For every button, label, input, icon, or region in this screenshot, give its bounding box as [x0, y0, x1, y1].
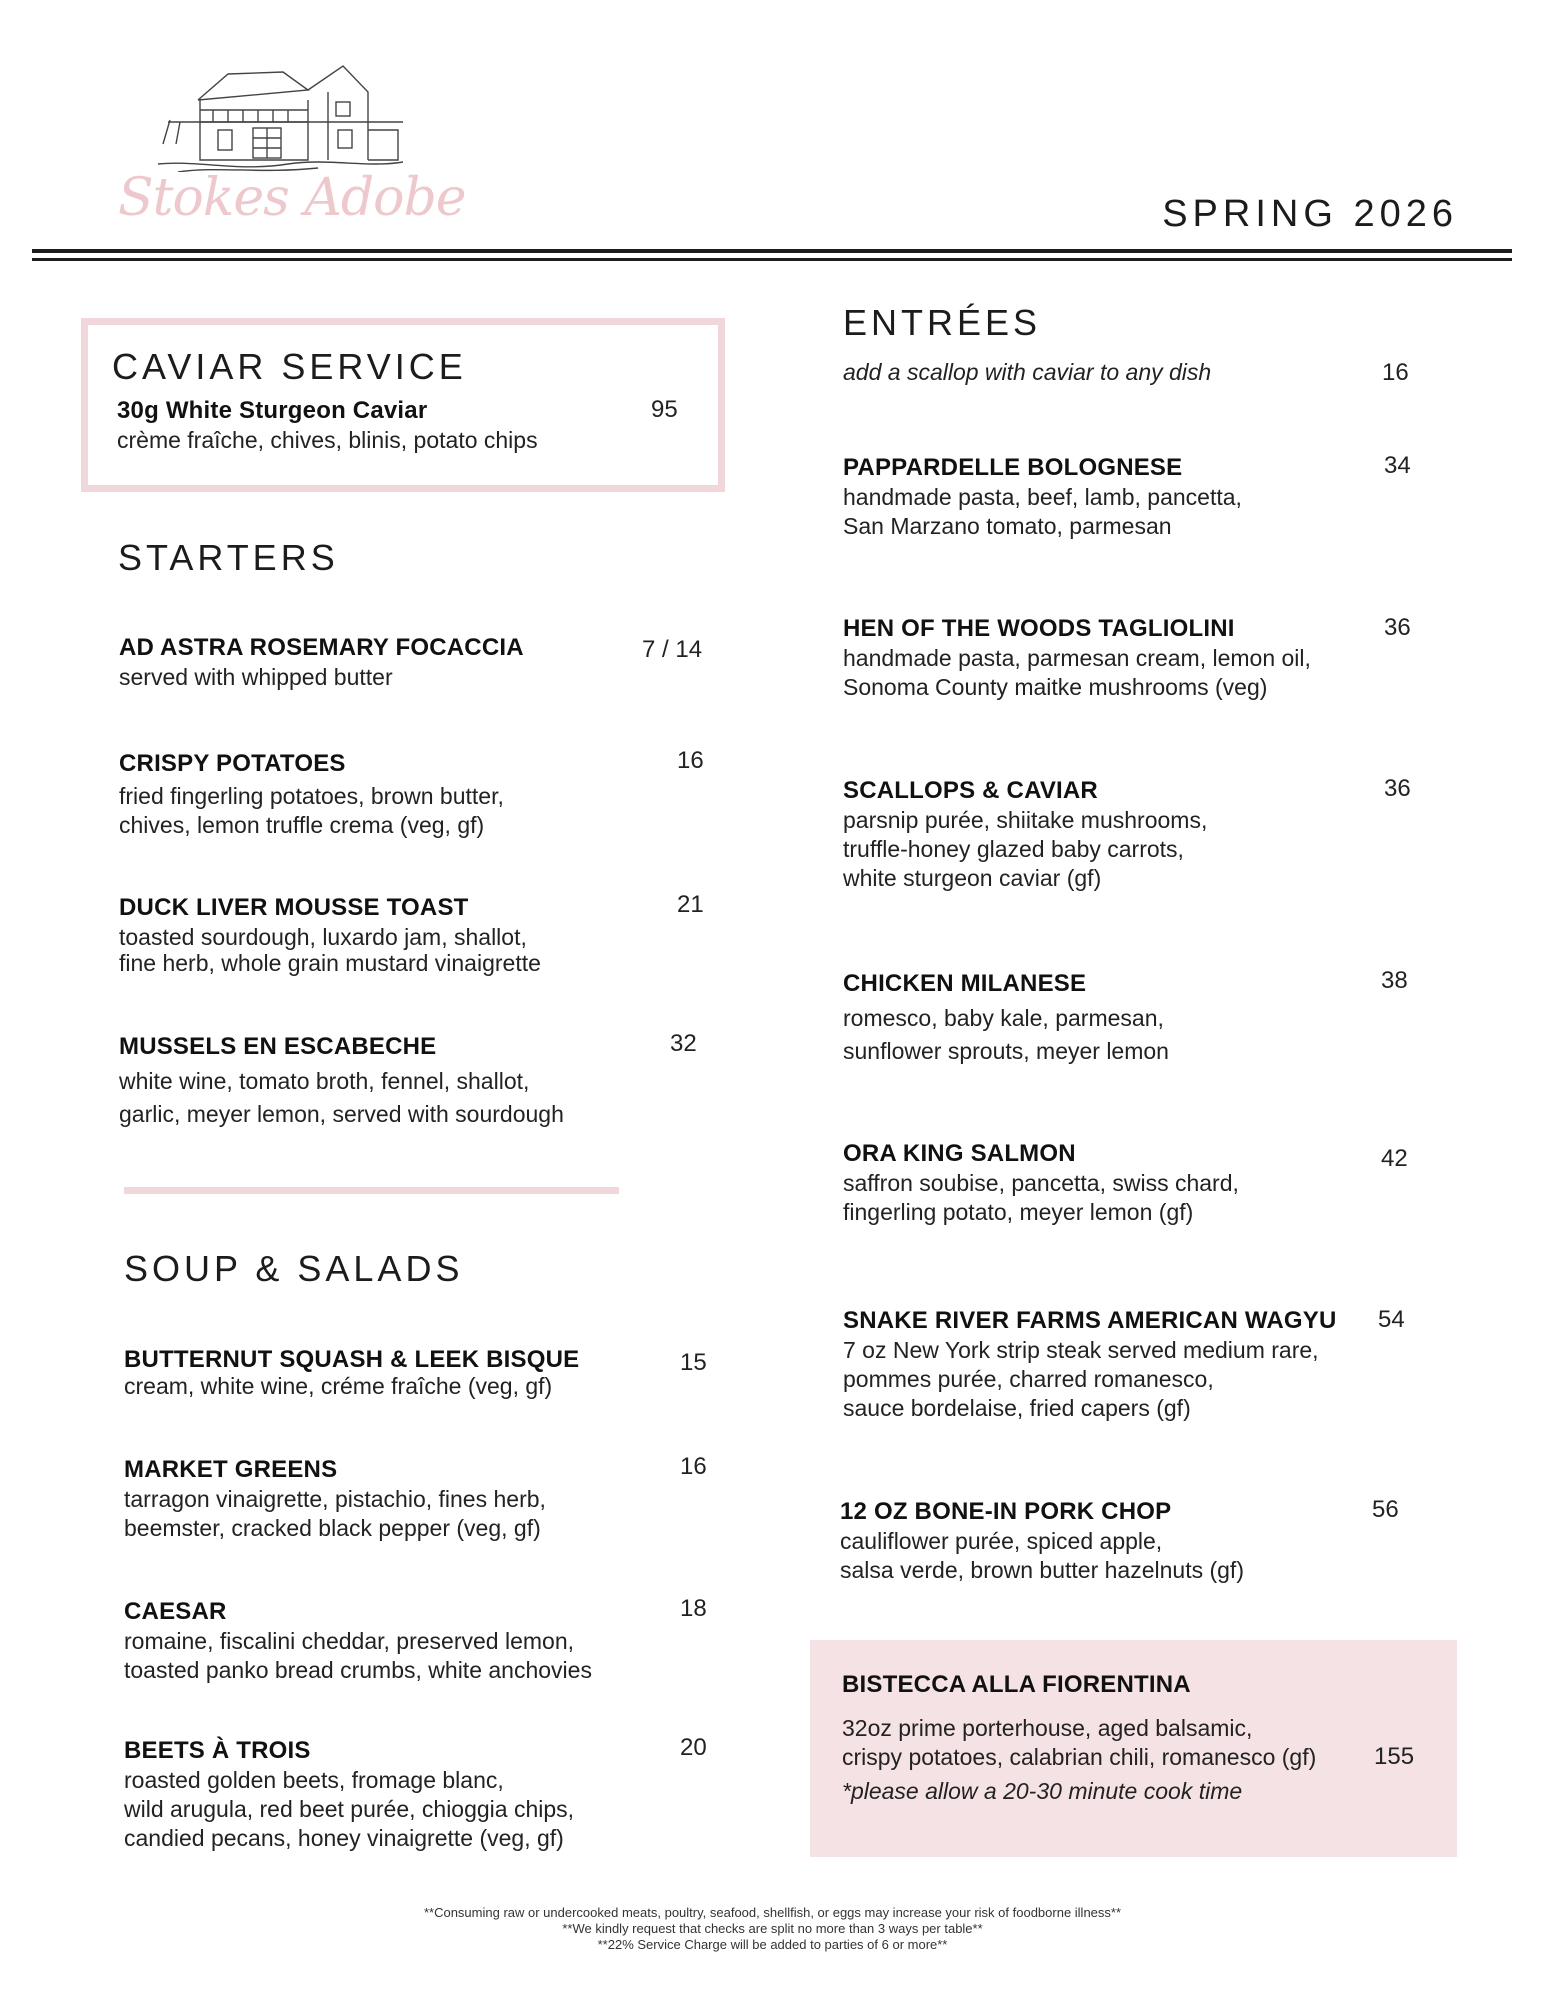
- restaurant-logo: [118, 60, 466, 230]
- menu-item: [843, 1139, 1239, 1227]
- entrees-addon-note: add a scallop with caviar to any dish: [843, 359, 1212, 385]
- menu-item-desc: white wine, tomato broth, fennel, shallot,: [119, 1068, 530, 1094]
- footer-line: **We kindly request that checks are split no more than 3 ways per table**: [562, 1921, 983, 1936]
- menu-item: [124, 1597, 592, 1685]
- menu-item-desc: tarragon vinaigrette, pistachio, fines herb,: [124, 1486, 546, 1512]
- caviar-item: [117, 396, 538, 455]
- menu-item-name: SNAKE RIVER FARMS AMERICAN WAGYU: [843, 1307, 1337, 1334]
- caviar-service-title: CAVIAR SERVICE: [112, 346, 467, 387]
- menu-item-name: MUSSELS EN ESCABECHE: [119, 1033, 437, 1060]
- menu-item-name: BUTTERNUT SQUASH & LEEK BISQUE: [124, 1346, 580, 1373]
- menu-item-price: 18: [680, 1595, 707, 1622]
- feature-item-desc: 32oz prime porterhouse, aged balsamic,: [842, 1715, 1253, 1741]
- menu-item-desc: served with whipped butter: [119, 664, 393, 690]
- menu-item-price: 16: [680, 1453, 707, 1480]
- menu-item: [119, 633, 524, 692]
- menu-item-name: SCALLOPS & CAVIAR: [843, 777, 1098, 804]
- menu-item-price: 20: [680, 1734, 707, 1761]
- footer-disclaimers: [0, 1905, 1545, 1953]
- menu-item-name: MARKET GREENS: [124, 1456, 338, 1483]
- menu-item-desc: toasted panko bread crumbs, white anchovies: [124, 1657, 592, 1683]
- menu-item-desc: sunflower sprouts, meyer lemon: [843, 1038, 1169, 1064]
- menu-item-name: CRISPY POTATOES: [119, 750, 346, 777]
- menu-item-desc: beemster, cracked black pepper (veg, gf): [124, 1515, 541, 1541]
- menu-item-price: 42: [1381, 1145, 1408, 1172]
- menu-item-desc: saffron soubise, pancetta, swiss chard,: [843, 1170, 1239, 1196]
- menu-item-name: BEETS À TROIS: [124, 1737, 311, 1764]
- footer-line: **22% Service Charge will be added to parties of 6 or more**: [597, 1937, 948, 1952]
- menu-item-desc: candied pecans, honey vinaigrette (veg, gf): [124, 1825, 564, 1851]
- menu-item: [843, 1306, 1337, 1423]
- menu-item-desc: salsa verde, brown butter hazelnuts (gf): [840, 1557, 1244, 1583]
- caviar-item-desc: crème fraîche, chives, blinis, potato chips: [117, 427, 538, 453]
- menu-item-name: 12 OZ BONE-IN PORK CHOP: [840, 1498, 1172, 1525]
- feature-item: [842, 1670, 1316, 1805]
- header-rule: [32, 249, 1512, 253]
- feature-item-note: *please allow a 20-30 minute cook time: [842, 1778, 1243, 1804]
- menu-item-name: ORA KING SALMON: [843, 1140, 1076, 1167]
- menu-item-desc: parsnip purée, shiitake mushrooms,: [843, 807, 1208, 833]
- adobe-house-sketch-icon: [158, 60, 408, 172]
- header-rule: [32, 258, 1512, 261]
- menu-item-desc: roasted golden beets, fromage blanc,: [124, 1767, 504, 1793]
- menu-item: [124, 1455, 546, 1543]
- menu-item: [124, 1736, 574, 1853]
- menu-item-desc: garlic, meyer lemon, served with sourdough: [119, 1101, 564, 1127]
- menu-item: [119, 749, 504, 840]
- menu-item-price: 36: [1384, 775, 1411, 802]
- menu-item-price: 15: [680, 1349, 707, 1376]
- section-divider: [124, 1187, 619, 1194]
- entrees-title: ENTRÉES: [843, 302, 1042, 343]
- menu-item-desc: 7 oz New York strip steak served medium rare,: [843, 1337, 1319, 1363]
- menu-item-name: CAESAR: [124, 1598, 227, 1625]
- season-label: SPRING 2026: [1162, 193, 1458, 235]
- feature-item-desc: crispy potatoes, calabrian chili, romanesco (gf): [842, 1744, 1317, 1770]
- menu-item-desc: white sturgeon caviar (gf): [843, 865, 1102, 891]
- footer-line: **Consuming raw or undercooked meats, poultry, seafood, shellfish, or eggs may increase your risk of foodborne illness**: [423, 1905, 1122, 1920]
- menu-item-desc: cream, white wine, créme fraîche (veg, gf): [124, 1373, 553, 1399]
- menu-item-desc: fine herb, whole grain mustard vinaigrette: [119, 950, 541, 976]
- menu-item-desc: pommes purée, charred romanesco,: [843, 1366, 1214, 1392]
- menu-item-price: 34: [1384, 452, 1411, 479]
- menu-item-desc: handmade pasta, parmesan cream, lemon oil,: [843, 645, 1311, 671]
- restaurant-name: Stokes Adobe: [118, 168, 466, 228]
- caviar-item-name: 30g White Sturgeon Caviar: [117, 397, 428, 424]
- feature-item-price: 155: [1374, 1743, 1415, 1770]
- menu-item: [843, 969, 1169, 1068]
- menu-item-desc: romesco, baby kale, parmesan,: [843, 1005, 1164, 1031]
- feature-item-name: BISTECCA ALLA FIORENTINA: [842, 1671, 1191, 1698]
- menu-item-desc: chives, lemon truffle crema (veg, gf): [119, 812, 485, 838]
- menu-item-name: PAPPARDELLE BOLOGNESE: [843, 454, 1183, 481]
- menu-item-price: 54: [1378, 1306, 1405, 1333]
- menu-item-name: AD ASTRA ROSEMARY FOCACCIA: [119, 634, 524, 661]
- entrees-addon-price: 16: [1382, 359, 1409, 386]
- menu-item: [843, 776, 1207, 893]
- menu-item: [119, 893, 541, 978]
- menu-item-desc: fingerling potato, meyer lemon (gf): [843, 1199, 1194, 1225]
- menu-item-name: HEN OF THE WOODS TAGLIOLINI: [843, 615, 1235, 642]
- menu-item-desc: fried fingerling potatoes, brown butter,: [119, 783, 504, 809]
- menu-item-price: 32: [670, 1030, 697, 1057]
- menu-item-name: DUCK LIVER MOUSSE TOAST: [119, 894, 469, 921]
- menu-item-name: CHICKEN MILANESE: [843, 970, 1087, 997]
- menu-item-price: 7 / 14: [642, 636, 703, 663]
- starters-title: STARTERS: [118, 537, 339, 578]
- menu-item-desc: truffle-honey glazed baby carrots,: [843, 836, 1184, 862]
- menu-item-desc: toasted sourdough, luxardo jam, shallot,: [119, 924, 527, 950]
- menu-item-desc: wild arugula, red beet purée, chioggia chips,: [124, 1796, 575, 1822]
- menu-item-price: 21: [677, 891, 704, 918]
- menu-item-desc: romaine, fiscalini cheddar, preserved lemon,: [124, 1628, 575, 1654]
- menu-item-desc: Sonoma County maitke mushrooms (veg): [843, 674, 1268, 700]
- menu-item: [119, 1032, 564, 1131]
- menu-item-price: 36: [1384, 614, 1411, 641]
- caviar-item-price: 95: [651, 396, 678, 423]
- menu-item: [840, 1497, 1244, 1585]
- menu-item-desc: handmade pasta, beef, lamb, pancetta,: [843, 484, 1242, 510]
- menu-item-price: 56: [1372, 1496, 1399, 1523]
- menu-item-desc: San Marzano tomato, parmesan: [843, 513, 1172, 539]
- menu-item-price: 38: [1381, 967, 1408, 994]
- menu-item: [124, 1345, 579, 1401]
- menu-item: [843, 453, 1242, 541]
- menu-item: [843, 614, 1311, 702]
- menu-item-price: 16: [677, 747, 704, 774]
- menu-item-desc: sauce bordelaise, fried capers (gf): [843, 1395, 1191, 1421]
- menu-item-desc: cauliflower purée, spiced apple,: [840, 1528, 1163, 1554]
- soup-salads-title: SOUP & SALADS: [124, 1248, 464, 1289]
